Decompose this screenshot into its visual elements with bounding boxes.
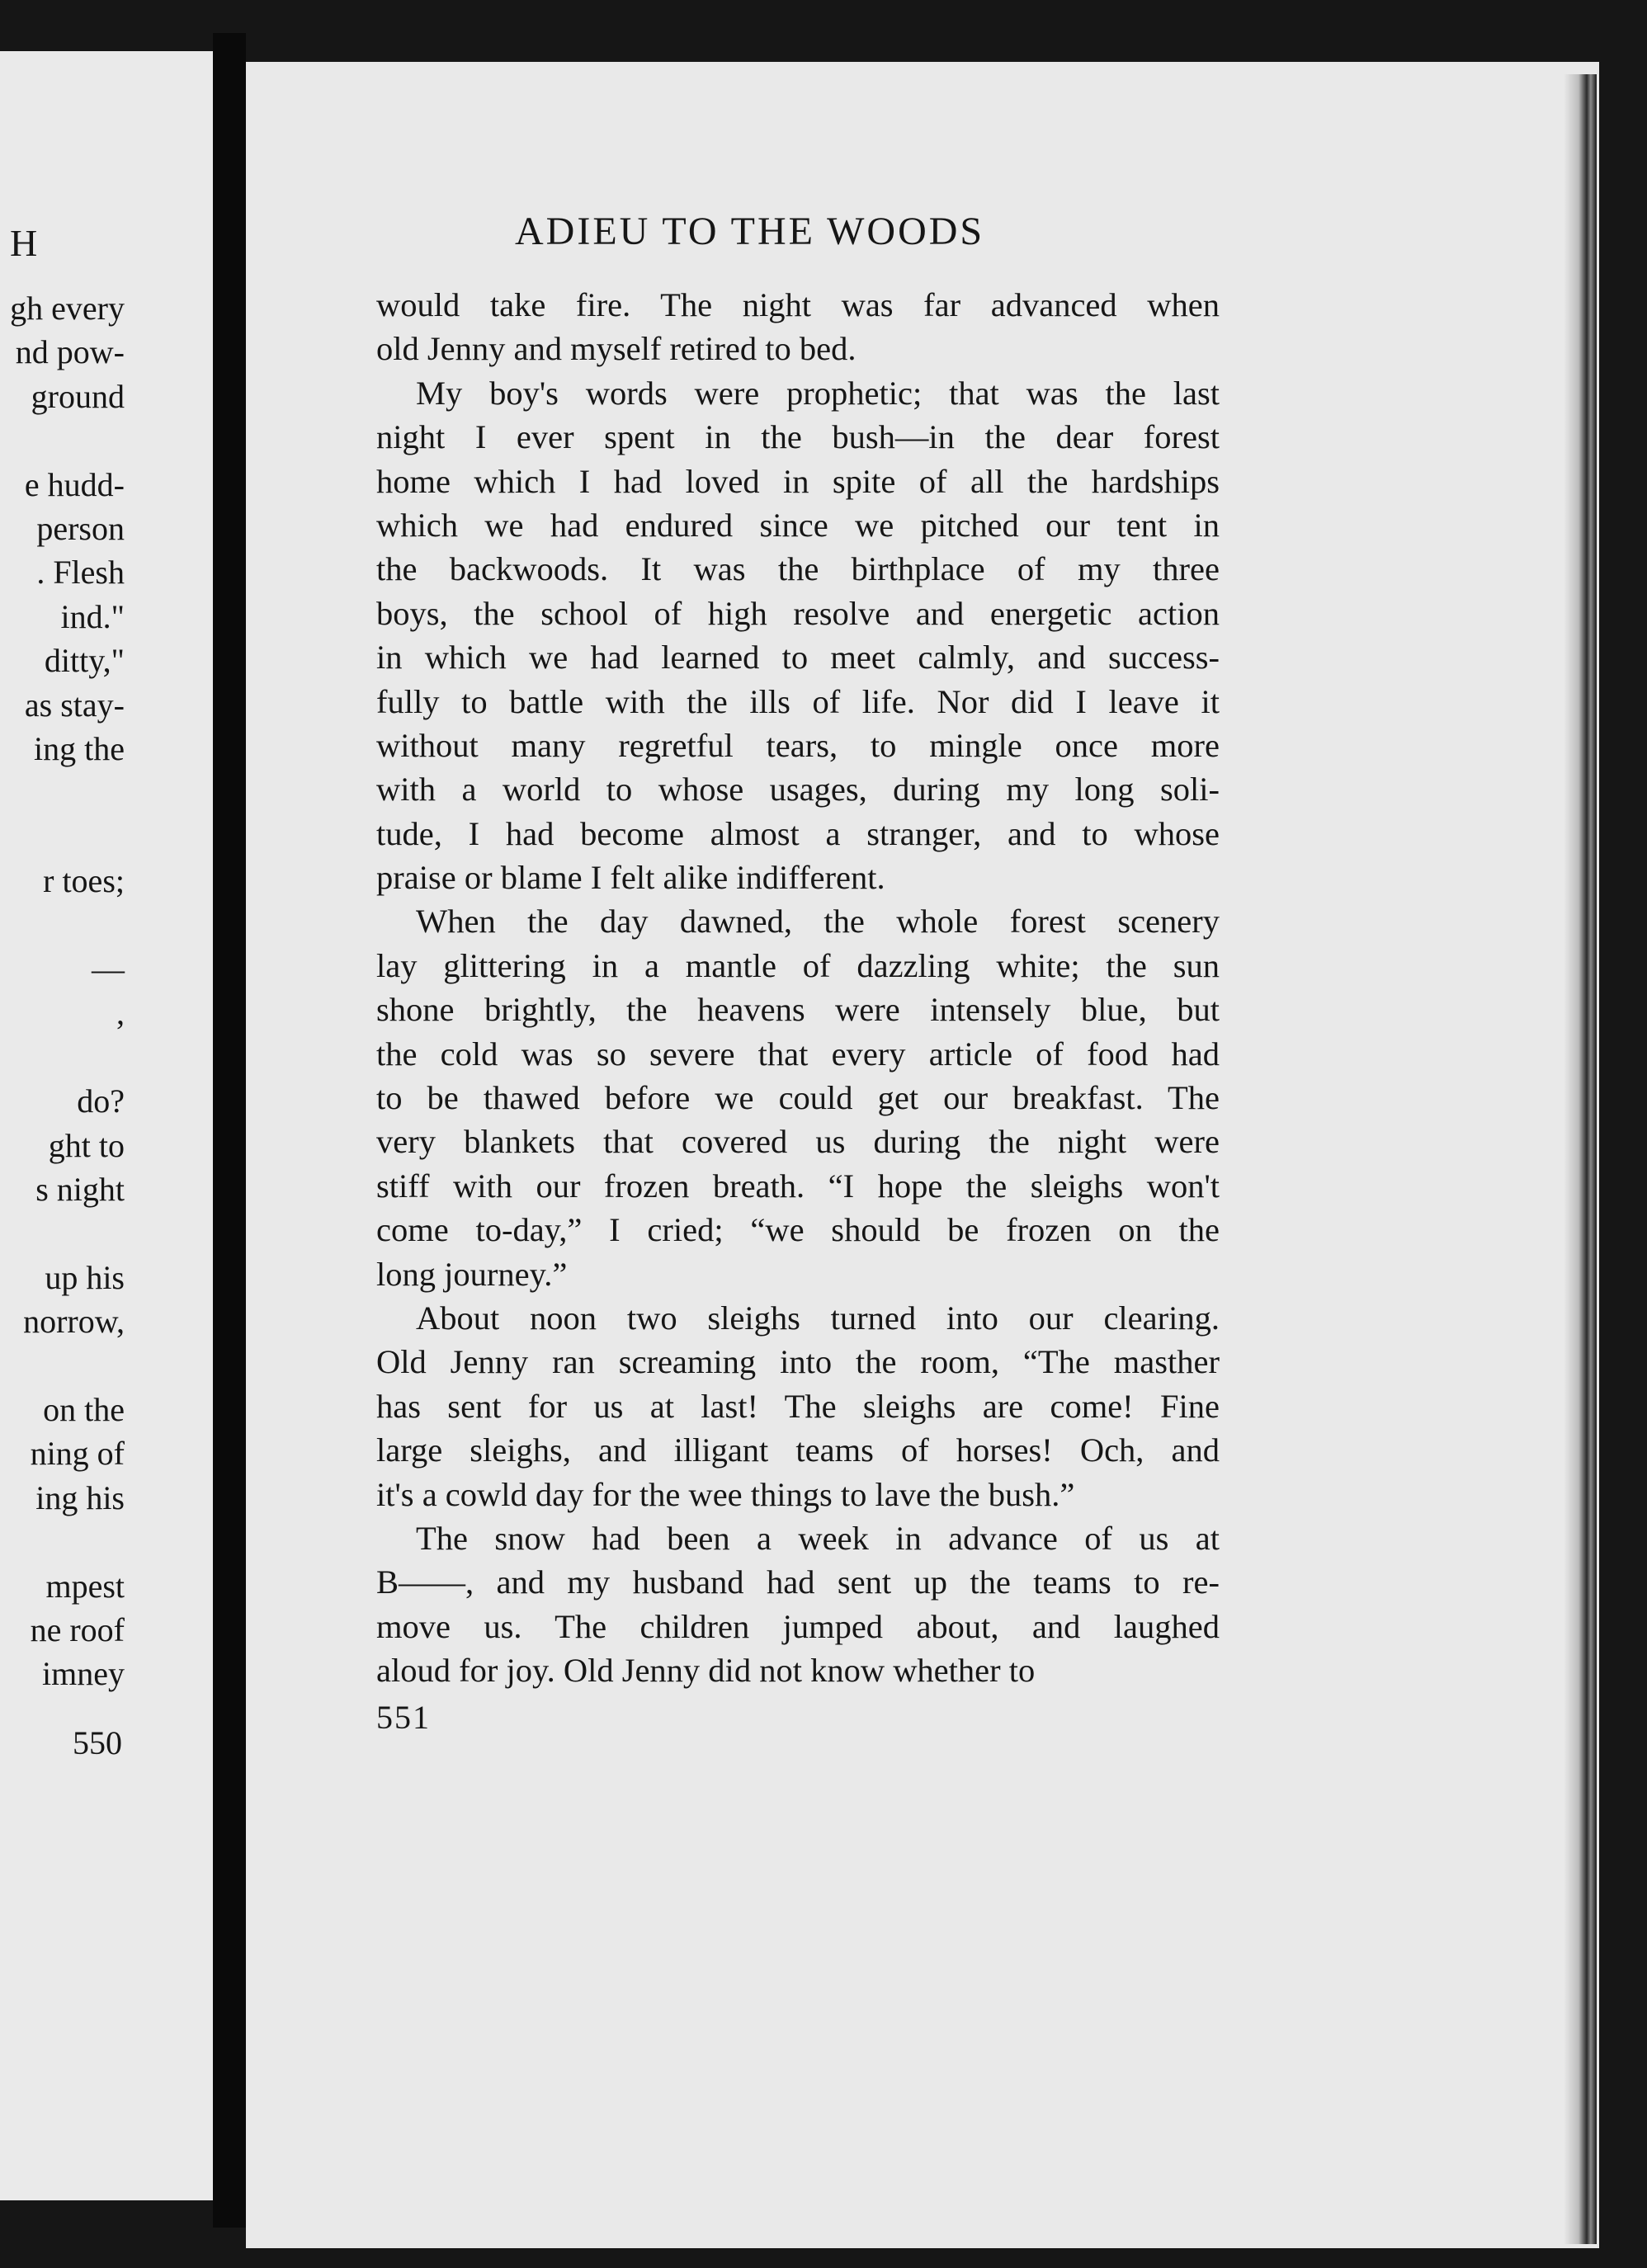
- left-text-line: nd pow-: [15, 333, 125, 371]
- left-text-line: gh every: [10, 290, 125, 327]
- text-line: night I ever spent in the bush—in the dear forest: [376, 418, 1220, 456]
- left-text-line: ing his: [35, 1478, 125, 1516]
- left-text-line: ditty,": [44, 642, 125, 680]
- paragraph: [376, 283, 1220, 371]
- text-line: stiff with our frozen breath. “I hope the sleighs won't: [376, 1167, 1220, 1205]
- left-text-line: on the: [43, 1391, 125, 1428]
- left-page-number: 550: [73, 1724, 122, 1761]
- text-line: large sleighs, and illigant teams of horses! Och, and: [376, 1431, 1220, 1469]
- text-line: lay glittering in a mantle of dazzling white; the sun: [376, 946, 1220, 984]
- text-line: boys, the school of high resolve and energetic action: [376, 594, 1220, 632]
- body-text: [376, 283, 1220, 1693]
- left-text-line: ght to: [48, 1126, 125, 1164]
- left-text-line: s night: [35, 1171, 125, 1208]
- left-text-line: ning of: [30, 1435, 125, 1473]
- left-text-line: ,: [116, 994, 125, 1032]
- text-line: would take fire. The night was far advanced when: [376, 286, 1220, 323]
- book-gutter: [213, 33, 246, 2228]
- text-line: Old Jenny ran screaming into the room, “The masther: [376, 1343, 1220, 1381]
- left-text-line: imney: [42, 1655, 125, 1693]
- left-text-line: do?: [77, 1082, 125, 1120]
- text-line: tude, I had become almost a stranger, and to whose: [376, 814, 1220, 852]
- text-line: in which we had learned to meet calmly, and success-: [376, 639, 1220, 677]
- text-line: has sent for us at last! The sleighs are come! Fine: [376, 1387, 1220, 1425]
- left-text-line: as stay-: [24, 686, 125, 724]
- text-line: shone brightly, the heavens were intensely blue, but: [376, 991, 1220, 1029]
- text-line: My boy's words were prophetic; that was the last: [416, 374, 1220, 412]
- text-line: the backwoods. It was the birthplace of my three: [376, 550, 1220, 588]
- left-page: [0, 51, 228, 2200]
- left-running-head: H: [10, 222, 39, 264]
- text-line: the cold was so severe that every article of food had: [376, 1035, 1220, 1073]
- paragraph: [376, 899, 1220, 1296]
- left-text-line: ind.": [60, 597, 125, 635]
- page-title: ADIEU TO THE WOODS: [515, 210, 985, 253]
- text-line: B——, and my husband had sent up the teams to re-: [376, 1563, 1220, 1601]
- text-line: home which I had loved in spite of all the hardships: [376, 462, 1220, 500]
- left-text-line: e hudd-: [24, 465, 125, 503]
- text-line: without many regretful tears, to mingle once more: [376, 726, 1220, 764]
- left-text-line: mpest: [45, 1567, 125, 1605]
- text-line: very blankets that covered us during the night were: [376, 1123, 1220, 1161]
- text-line: praise or blame I felt alike indifferent.: [376, 859, 885, 897]
- text-line: which we had endured since we pitched our tent in: [376, 506, 1220, 544]
- left-text-line: r toes;: [43, 862, 125, 900]
- text-line: move us. The children jumped about, and laughed: [376, 1607, 1220, 1645]
- text-line: fully to battle with the ills of life. Nor did I leave it: [376, 682, 1220, 720]
- left-text-line: up his: [45, 1258, 125, 1296]
- left-text-line: ne roof: [30, 1611, 125, 1648]
- text-line: The snow had been a week in advance of us at: [416, 1519, 1220, 1557]
- text-line: to be thawed before we could get our breakfast. The: [376, 1079, 1220, 1117]
- text-line: long journey.”: [376, 1255, 568, 1293]
- paragraph: [376, 371, 1220, 900]
- left-text-line: —: [92, 950, 125, 988]
- text-line: About noon two sleighs turned into our clearing.: [416, 1299, 1220, 1337]
- paragraph: [376, 1296, 1220, 1516]
- paragraph: [376, 1516, 1220, 1693]
- left-text-line: . Flesh: [36, 554, 125, 592]
- text-line: come to-day,” I cried; “we should be frozen on the: [376, 1211, 1220, 1249]
- page-edge-shadow: [1564, 74, 1597, 2244]
- text-line: old Jenny and myself retired to bed.: [376, 330, 857, 368]
- left-text-line: norrow,: [23, 1303, 125, 1341]
- text-line: with a world to whose usages, during my long soli-: [376, 771, 1220, 809]
- text-line: aloud for joy. Old Jenny did not know whether to: [376, 1652, 1036, 1690]
- page-number: 551: [376, 1699, 431, 1736]
- left-text-line: person: [36, 510, 125, 547]
- left-text-line: ing the: [34, 730, 125, 767]
- text-line: it's a cowld day for the wee things to lave the bush.”: [376, 1475, 1075, 1513]
- text-line: When the day dawned, the whole forest scenery: [416, 903, 1220, 941]
- left-text-line: ground: [31, 377, 125, 415]
